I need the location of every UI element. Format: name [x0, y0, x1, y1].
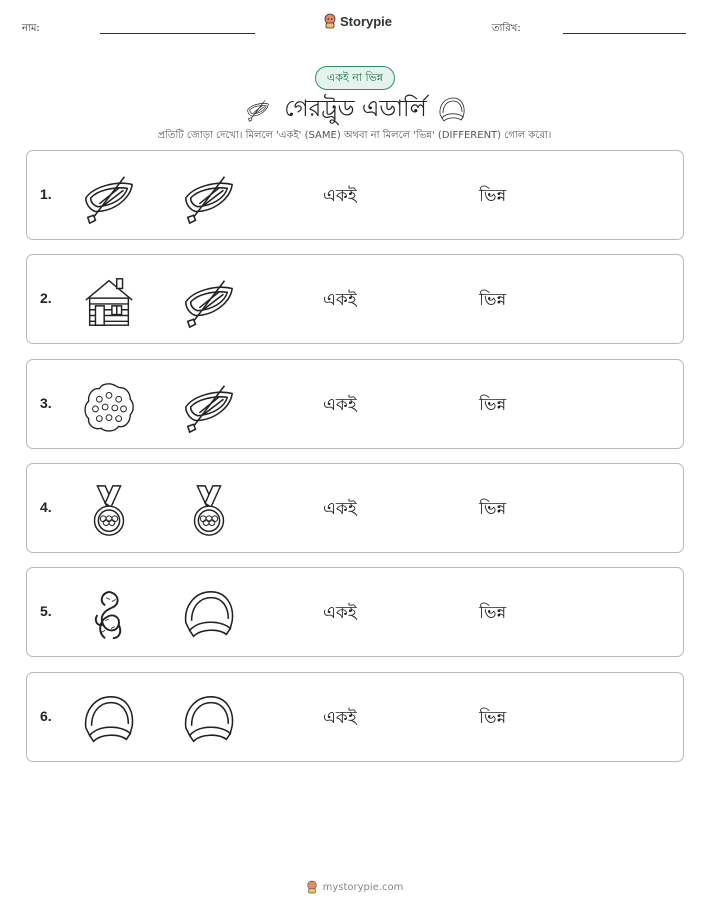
- swim-cap-icon: [180, 691, 238, 749]
- option-same[interactable]: একই: [323, 394, 357, 415]
- footer: [0, 880, 709, 894]
- option-different[interactable]: ভিন্ন: [479, 707, 507, 728]
- medal-icon: [80, 482, 138, 540]
- sponge-icon: [80, 378, 138, 436]
- option-different[interactable]: ভিন্ন: [479, 290, 507, 311]
- rowboat-icon: [80, 169, 138, 227]
- date-label: তারিখ:: [492, 23, 521, 34]
- option-same[interactable]: একই: [323, 186, 357, 206]
- question-number: 6.: [40, 707, 52, 724]
- brand-name: Storypie: [340, 13, 393, 29]
- rowboat-icon: [242, 97, 274, 123]
- question-card: [26, 150, 684, 240]
- title-row: [0, 90, 709, 129]
- swim-cap-icon: [80, 691, 138, 749]
- swim-cap-icon: [180, 586, 238, 644]
- rowboat-icon: [180, 169, 238, 227]
- option-same[interactable]: একই: [323, 707, 357, 728]
- question-number: 1.: [40, 186, 52, 202]
- footer-url: mystorypie.com: [322, 881, 404, 893]
- question-number: 5.: [40, 603, 52, 620]
- option-same[interactable]: একই: [323, 603, 357, 624]
- date-field[interactable]: [563, 33, 686, 34]
- question-card: [26, 672, 684, 762]
- page-title: গেরট্রুড এডার্লি: [284, 96, 427, 122]
- option-different[interactable]: ভিন্ন: [479, 498, 507, 519]
- option-same[interactable]: একই: [323, 498, 357, 519]
- rope-icon: [80, 586, 138, 644]
- storypie-mascot-icon: [306, 880, 318, 894]
- instructions: প্রতিটি জোড়া দেখো। মিললে 'একই' (SAME) অথবা না মিললে 'ভিন্ন' (DIFFERENT) গোল করো।: [157, 130, 552, 141]
- cabin-icon: [80, 273, 138, 331]
- option-same[interactable]: একই: [323, 290, 357, 311]
- activity-badge: একই না ভিন্ন: [315, 66, 395, 90]
- question-card: [26, 254, 684, 344]
- question-number: 4.: [40, 498, 52, 515]
- question-card: [26, 463, 684, 553]
- rowboat-icon: [180, 378, 238, 436]
- brand-logo: [323, 13, 392, 29]
- question-card: [26, 567, 684, 657]
- name-field[interactable]: [100, 33, 255, 34]
- swim-cap-icon: [437, 95, 467, 125]
- question-card: [26, 359, 684, 449]
- option-different[interactable]: ভিন্ন: [479, 603, 507, 624]
- storypie-mascot-icon: [323, 13, 337, 29]
- name-label: নাম:: [22, 23, 40, 34]
- medal-icon: [180, 482, 238, 540]
- option-different[interactable]: ভিন্ন: [479, 186, 507, 206]
- rowboat-icon: [180, 273, 238, 331]
- question-number: 3.: [40, 394, 52, 411]
- option-different[interactable]: ভিন্ন: [479, 394, 507, 415]
- question-number: 2.: [40, 290, 52, 307]
